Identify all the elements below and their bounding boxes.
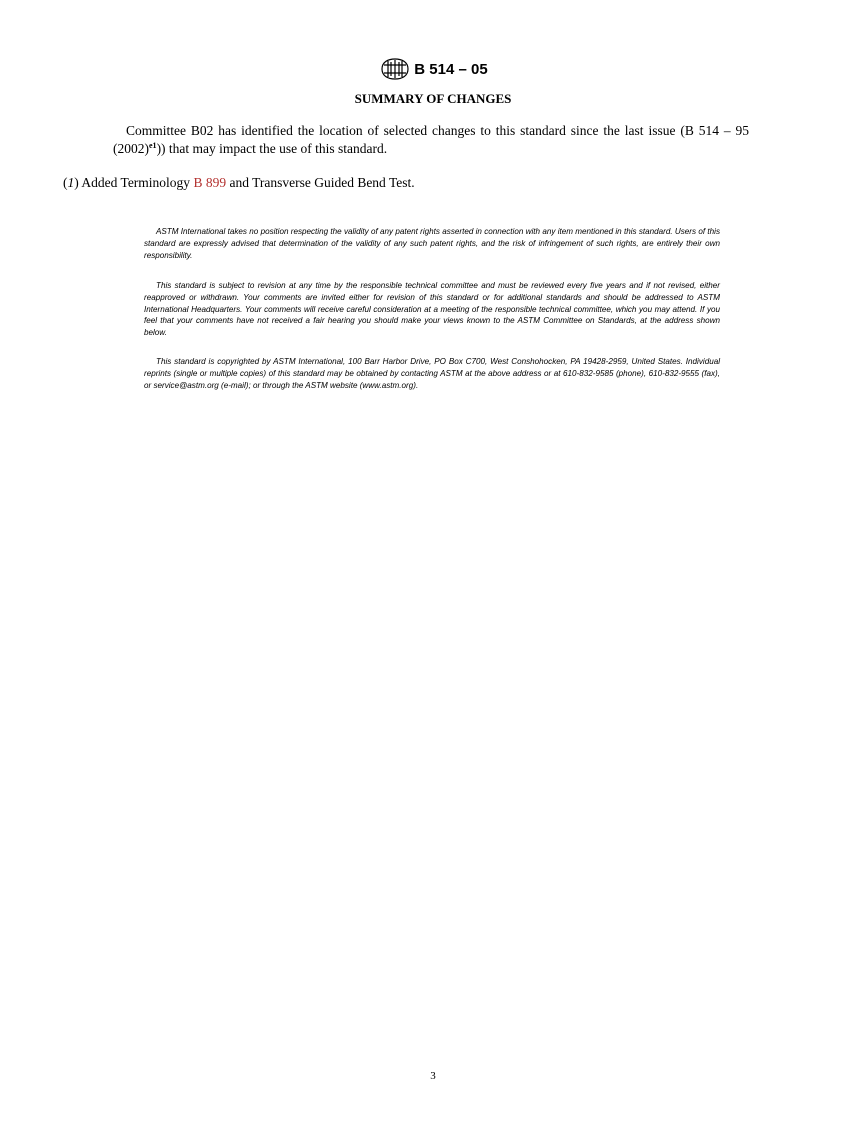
change-item-number: 1 <box>67 175 75 190</box>
document-designation: B 514 – 05 <box>414 60 488 78</box>
revision-notice-text: This standard is subject to revision at any time by the responsible technical committee and must be reviewed every five years and if not revised, either reapproved or withdrawn. Your comments are invited either for revision of this standard or for additional standards and should be addressed to ASTM International Headquarters. Your comments will receive careful consideration at a meeting of the responsible technical committee, which you may attend. If you feel that your comments have not received a fair hearing you should make your views known to the ASTM Committee on Standards, at the address shown below. <box>144 281 720 338</box>
patent-notice <box>144 226 720 261</box>
summary-intro-text: Committee B02 has identified the location of selected changes to this standard since the last issue (B 514 – 95 (2002) <box>113 123 749 156</box>
patent-notice-text: ASTM International takes no position respecting the validity of any patent rights asserted in connection with any item mentioned in this standard. Users of this standard are expressly advised that determination of the validity of any such patent rights, and the risk of infringement of such rights, are entirely their own responsibility. <box>144 227 720 260</box>
change-item-text-end: and Transverse Guided Bend Test. <box>226 175 415 190</box>
summary-of-changes-title: SUMMARY OF CHANGES <box>354 91 512 106</box>
copyright-notice-text: This standard is copyrighted by ASTM International, 100 Barr Harbor Drive, PO Box C700, West Conshohocken, PA 19428-2959, United States. Individual reprints (single or multiple copies) of this standard may be obtained by contacting ASTM at the above address or at 610-832-9585 (phone), 610-832-9555 (fax), or service@astm.org (e-mail); or through the ASTM website (www.astm.org). <box>144 357 720 390</box>
standard-reference-link[interactable]: B 899 <box>193 175 227 190</box>
document-header <box>0 57 866 83</box>
summary-intro-text-end: )) that may impact the use of this standard. <box>156 141 388 156</box>
copyright-notice <box>144 356 720 391</box>
edition-superscript: e1 <box>149 141 157 150</box>
change-list-item: (1) Added Terminology B 899 and Transverse Guided Bend Test. <box>63 175 415 190</box>
astm-logo-icon <box>378 57 412 81</box>
page-number: 3 <box>430 1070 436 1082</box>
change-item-text: Added Terminology <box>81 175 194 190</box>
revision-notice <box>144 280 720 339</box>
summary-intro-paragraph <box>113 122 749 158</box>
